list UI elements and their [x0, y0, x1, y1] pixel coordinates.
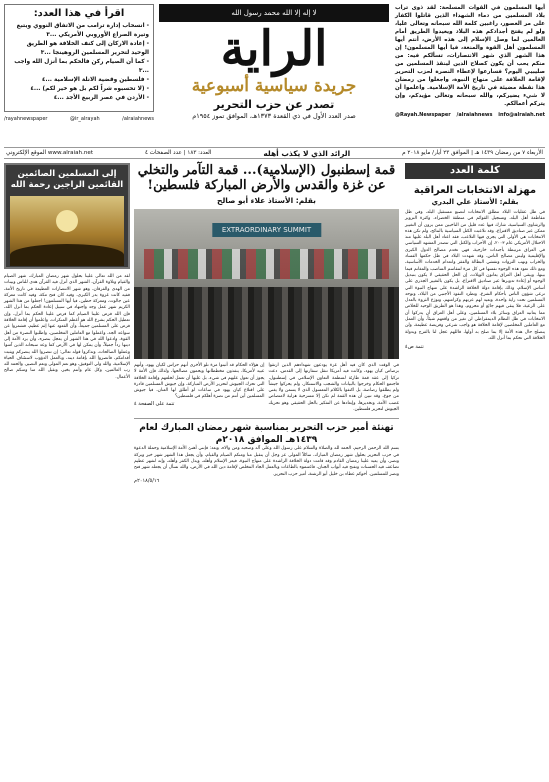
info-bar [4, 147, 545, 159]
ramadan-column [4, 163, 130, 777]
index-item[interactable]: - انسحاب إدارة ترامب من الاتفاق النووي ويتبع وتيرة الصراع الأوروبي الأمريكي ...٣ [16, 23, 149, 38]
editorial-author: بقلم: الأستاذ علي البدري [431, 198, 519, 206]
ramadan-box-title: إلى المسلمين الصائمين القائمين الراجين رحمة الله [10, 169, 124, 190]
greeting-title: تهنئة أمير حزب التحرير بمناسبة شهر رمضان المبارك لعام ١٤٣٩هـ الموافق ٢٠١٨م [134, 418, 399, 446]
ramadan-image [10, 196, 124, 266]
index-item[interactable]: - إعادة الاركان إلى كنف الخلافة هو الطريق الوحيد لتحرير المسلمين الروهينجا ...٣ [26, 41, 149, 56]
summit-photo [134, 209, 399, 359]
masthead-right-column [395, 4, 545, 144]
social-email-link[interactable]: info@alraiah.net [498, 112, 545, 118]
social-facebook-link[interactable]: /rayahnewspaper [4, 116, 48, 122]
ramadan-box [4, 163, 130, 269]
ramadan-body: لقد من الله تعالى علينا بحلول شهر رمضان المبارك، شهر الصيام والقيام وتلاوة القرآن، الشهر الذي أنزل فيه القرآن هدى للناس وبينات من الهدى والفرقان، وهو شهر الانتصارات العظيمة في تاريخ الأمة، ففيه كانت غزوة بدر الكبرى، وفيه كان فتح مكة، وفيه كانت معركة عين جالوت، ومعركة حطين، فيا أيها المسلمون! اجعلوا من هذا الشهر الكريم شهر عمل وجد واجتهاد في سبيل إعادة الحكم بما أنزل الله، فإن الله فرض علينا الصيام كما فرض علينا الحكم بما أنزل، وإن تعطيل الحكم بشرع الله هو أعظم المنكرات، واعلموا أن إقامة الخلافة فرض على المسلمين جميعاً، وأن القعود عنها إثم عظيم، فشمروا عن سواعد الجد، واعملوا مع العاملين المخلصين، واطلبوا النصرة من أهل القوة، وادعوا الله في هذا الشهر أن يعجل بنصره، وأن يرد الأمة إلى دينها رداً جميلاً، وأن يمكن لها في الأرض كما وعد سبحانه الذين آمنوا وعملوا الصالحات، وتذكروا قوله تعالى: إن تنصروا الله ينصركم ويثبت أقدامكم، فانصروا الله بإقامة دينه، وبالعمل الدؤوب لاستئناف الحياة الإسلامية، والله ولي التوفيق، وهو نعم المولى ونعم النصير، والحمد لله رب العالمين، وكل عام وأنتم بخير، وتقبل الله منا ومنكم صالح الأعمال. [4, 274, 130, 380]
moon-icon [56, 210, 78, 232]
continued-note: تتمة ص٤ [405, 344, 424, 351]
social-twitter-link[interactable]: @ir_alrayah [69, 116, 100, 122]
social-twitter-link[interactable]: @Rayah.Newspaper [395, 112, 451, 118]
hill-silhouette [10, 244, 124, 266]
index-item[interactable]: - كما أن الصيام ركن فالحكم بما أنزل الله واجب ...٣ [14, 59, 149, 74]
main-article [134, 163, 399, 777]
newspaper-subtitle: جريدة سياسية أسبوعية [191, 76, 357, 96]
social-youtube-link[interactable]: /alraiahnews [122, 116, 154, 122]
main-byline: بقلم: الأستاذ علاء أبو صالح [217, 196, 316, 205]
website-link[interactable]: www.alraiah.net الموقع الإلكتروني [6, 150, 94, 156]
issue-number: العدد: ١٨٣ | عدد الصفحات ٤ [145, 150, 212, 156]
issue-date: الأربعاء ٧ من رمضان ١٤٣٩ هـ | الموافق ٢٣ أيار/ مايو ٢٠١٨ م [402, 150, 543, 156]
editorial-body: في ظل عقليات البلاد تنطلق الانتخابات لتصنع مستقبل البلد، وفي ظل مقاطعة أهل البلد، وتسجيل القوائم في منطقة الخضراء، وكثرة التزوير والرشاوى السياسية، شارك فيها عدد قليل من الناخبين ممن يرون أن التغيير ممكن عبر صناديق الاقتراع، وقد تلاعبت الكتل السياسية بالنتائج، ولم تكن هذه الانتخابات هي الأولى التي يجري فيها التلاعب، فقد اعتاد أهل البلد عليها منذ الاحتلال الأمريكي عام ٢٠٠٣، إن الأحزاب والكتل التي تتصدر المشهد السياسي في العراق مرتبطة بأجندات خارجية، فهي تخدم مصالح الدول الكبرى والإقليمية وليس مصالح الناس، وقد شهدت البلاد في ظل حكمها الفساد والخراب ونهب الثروات وتفشي البطالة والفقر وانعدام الخدمات الأساسية، ومع ذلك تعود هذه الوجوه نفسها في كل مرة لتتقاسم المناصب والمغانم فيما بينها، ويبقى أهل العراق يعانون الويلات، إن الحل الحقيقي لا يكون بتبديل الوجوه أو إعادة تدويرها عبر صناديق الاقتراع، بل يكون بالتغيير الجذري على أساس الإسلام، وذلك بإقامة دولة الخلافة الراشدة على منهاج النبوة التي ترعى شؤون الناس بأحكام الشرع، وتطرد النفوذ الأجنبي من البلاد، وتوحد المسلمين تحت راية واحدة، وتعيد لهم عزتهم وكرامتهم، وتوزع الثروة بالعدل على الرعية، فلا يبقى فيهم جائع أو محروم، وهذا هو الطريق الوحيد للخلاص مما يعانيه العراق وسائر بلاد المسلمين، وعلى أهل العراق أن يدركوا أن الانتخابات في ظل النظام الديمقراطي لن تغير من واقعهم شيئاً، وأن العمل مع العاملين المخلصين لإقامة الخلافة هو واجب شرعي وفريضة عظيمة، ولن ينصلح حال هذه الأمة إلا بما صلح به أولها، فاللهم عجل لنا بالفرج وبدولة الخلافة التي تحكم بما أنزل الله. [405, 210, 545, 341]
masthead [4, 4, 545, 144]
social-facebook-link[interactable]: /alraiahnews [456, 112, 493, 118]
index-item[interactable]: - (لا تحسبوه شراً لكم بل هو خير لكم) ...٤ [30, 86, 149, 92]
flags-image [144, 249, 389, 279]
first-issue-line: صدر العدد الأول في ذي القعدة ١٣٧٣هـ، الموافق تموز ١٩٥٤م [192, 112, 356, 120]
newspaper-motto: الرائد الذي لا يكذب أهله [263, 148, 351, 158]
editorial-column [405, 163, 545, 777]
editorial-title: مهزلة الانتخابات العراقية [413, 185, 537, 196]
newspaper-title: الراية [220, 21, 328, 77]
continued-note: تتمة على الصفحة ٤ [134, 400, 175, 407]
greeting-body: بسم الله الرحمن الرحيم، الحمد لله والصلاة والسلام على رسول الله وعلى آله وصحبه ومن والاه، وبعد: فإنني أهنئ الأمة الإسلامية وحملة الدعوة في حزب التحرير بحلول شهر رمضان المبارك، سائلاً المولى عز وجل أن يتقبل منا ومنكم الصيام والقيام، وأن يجعل هذا الشهر شهر خير وبركة ونصر، وأن يعيد علينا رمضان القادم وقد قامت دولة الخلافة الراشدة على منهاج النبوة، فيعز الإسلام وأهله، ويذل الكفر وأهله، وإنه لشهر عظيم تضاعف فيه الحسنات وتفتح فيه أبواب الجنان، فاغتنموه بالطاعات وبالعمل الجاد المخلص لإقامة دين الله في الأرض، والله نسأل أن يجعله شهر فتح ونصر للمسلمين. أخوكم عطاء بن خليل أبو الرشتة، أمير حزب التحرير. [134, 446, 399, 477]
article-text: إن هؤلاء الحكام قد أثبتوا مرة تلو الأخرى أنهم حراس لكيان يهود، وأنهم عبيد لأمريكا، ينفذون مخططاتها ويحمون مصالحها، ولذلك فإن الأمة لا يجوز أن تعول عليهم في شيء، بل عليها أن تعمل لخلعهم وإقامة الخلافة التي تحرك الجيوش لتحرير الأرض المباركة، وإن جيوش المسلمين قادرة على اقتلاع كيان يهود في ساعات لو أطلق لها العنان، فيا جيوش المسلمين أين أنتم من نصرة أهلكم في فلسطين؟ [134, 363, 265, 400]
index-item[interactable]: - فلسطين وقضية الانلة الإسلامية ...٤ [41, 77, 149, 83]
masthead-appeal-text: أيها المسلمون في القوات المسلحة: لقد ذوى تراب بلاد المسلمين من دماء الشهداء الذين قاتلوا الكفار على مر العصور، راغبين كلمة الله سبحانه وتعالى عليا، ولو لم يفتح أجدادكم هذه البلاد ويعيدوا الطريق أمام العالمين لما وصل الإسلام إلى هذه الأرض، أنتم أيها المسلمون أهل القوة والمنعة، فيا أيها المسلمون! إن هذا الشهر الذي شهر الانتصارات، تسألكم فيه: من منكم يحب أن يكون كصلاح الدين لينقذ المسلمين من صليبيي اليوم؟ فسارعوا لإعطاء النصرة لحزب التحرير لإقامة الخلافة على منهاج النبوة، واجعلوا من رمضان هذا نقطة مضيئة في تاريخ الأمة الإسلامية. واعلموا أن لا شيء يضيركم، والله سبحانه وتعالى مؤيدكم، وإن يتركم أعمالكم. [395, 5, 545, 107]
masthead-left-column [4, 4, 154, 144]
index-title: اقرأ في هذا العدد: [33, 8, 125, 19]
issue-index-box [4, 4, 154, 112]
main-headline: قمة إسطنبول (الإسلامية)... قمة التآمر والتخلي عن غزة والقدس والأرض المباركة فلسطين! [137, 163, 396, 193]
index-item[interactable]: - الأردن في عصر الربيع الأجد ...٤ [53, 95, 149, 101]
masthead-left-social [4, 116, 154, 122]
masthead-logo [155, 4, 393, 144]
publisher-line: تصدر عن حزب التحرير [213, 98, 335, 111]
leaders-image [134, 287, 399, 359]
greeting-date: ٢٠١٨/٥/١٦م [134, 477, 160, 484]
summit-banner: EXTRAORDINARY SUMMIT [212, 223, 321, 237]
editorial-band: كلمة العدد [405, 163, 545, 179]
article-text: في الوقت الذي كان فيه أهل غزة يودعون شهداءهم الذين ارتقوا برصاص كيان يهود، وكانت فيه أمريكا تنقل سفارتها إلى القدس، دعت تركيا إلى عقد قمة طارئة لمنظمة التعاون الإسلامي في إسطنبول، فاجتمع الحكام وخرجوا بالبيانات والشجب والاستنكار، ولم يحركوا جيشاً ولم يطلقوا رصاصة، بل اكتفوا بالكلام المعسول الذي لا يسمن ولا يغني من جوع، وقد تبين أن هذه القمة لم تكن إلا مسرحية هزلية لامتصاص غضب الأمة، وتخديرها، وإبعادها عن التفكير بالحل الحقيقي وهو تحريك الجيوش لتحرير فلسطين. [268, 363, 399, 413]
article-columns [134, 363, 399, 413]
black-flag-icon: لا إله إلا الله محمد رسول الله [159, 4, 389, 22]
masthead-right-social [395, 111, 545, 119]
